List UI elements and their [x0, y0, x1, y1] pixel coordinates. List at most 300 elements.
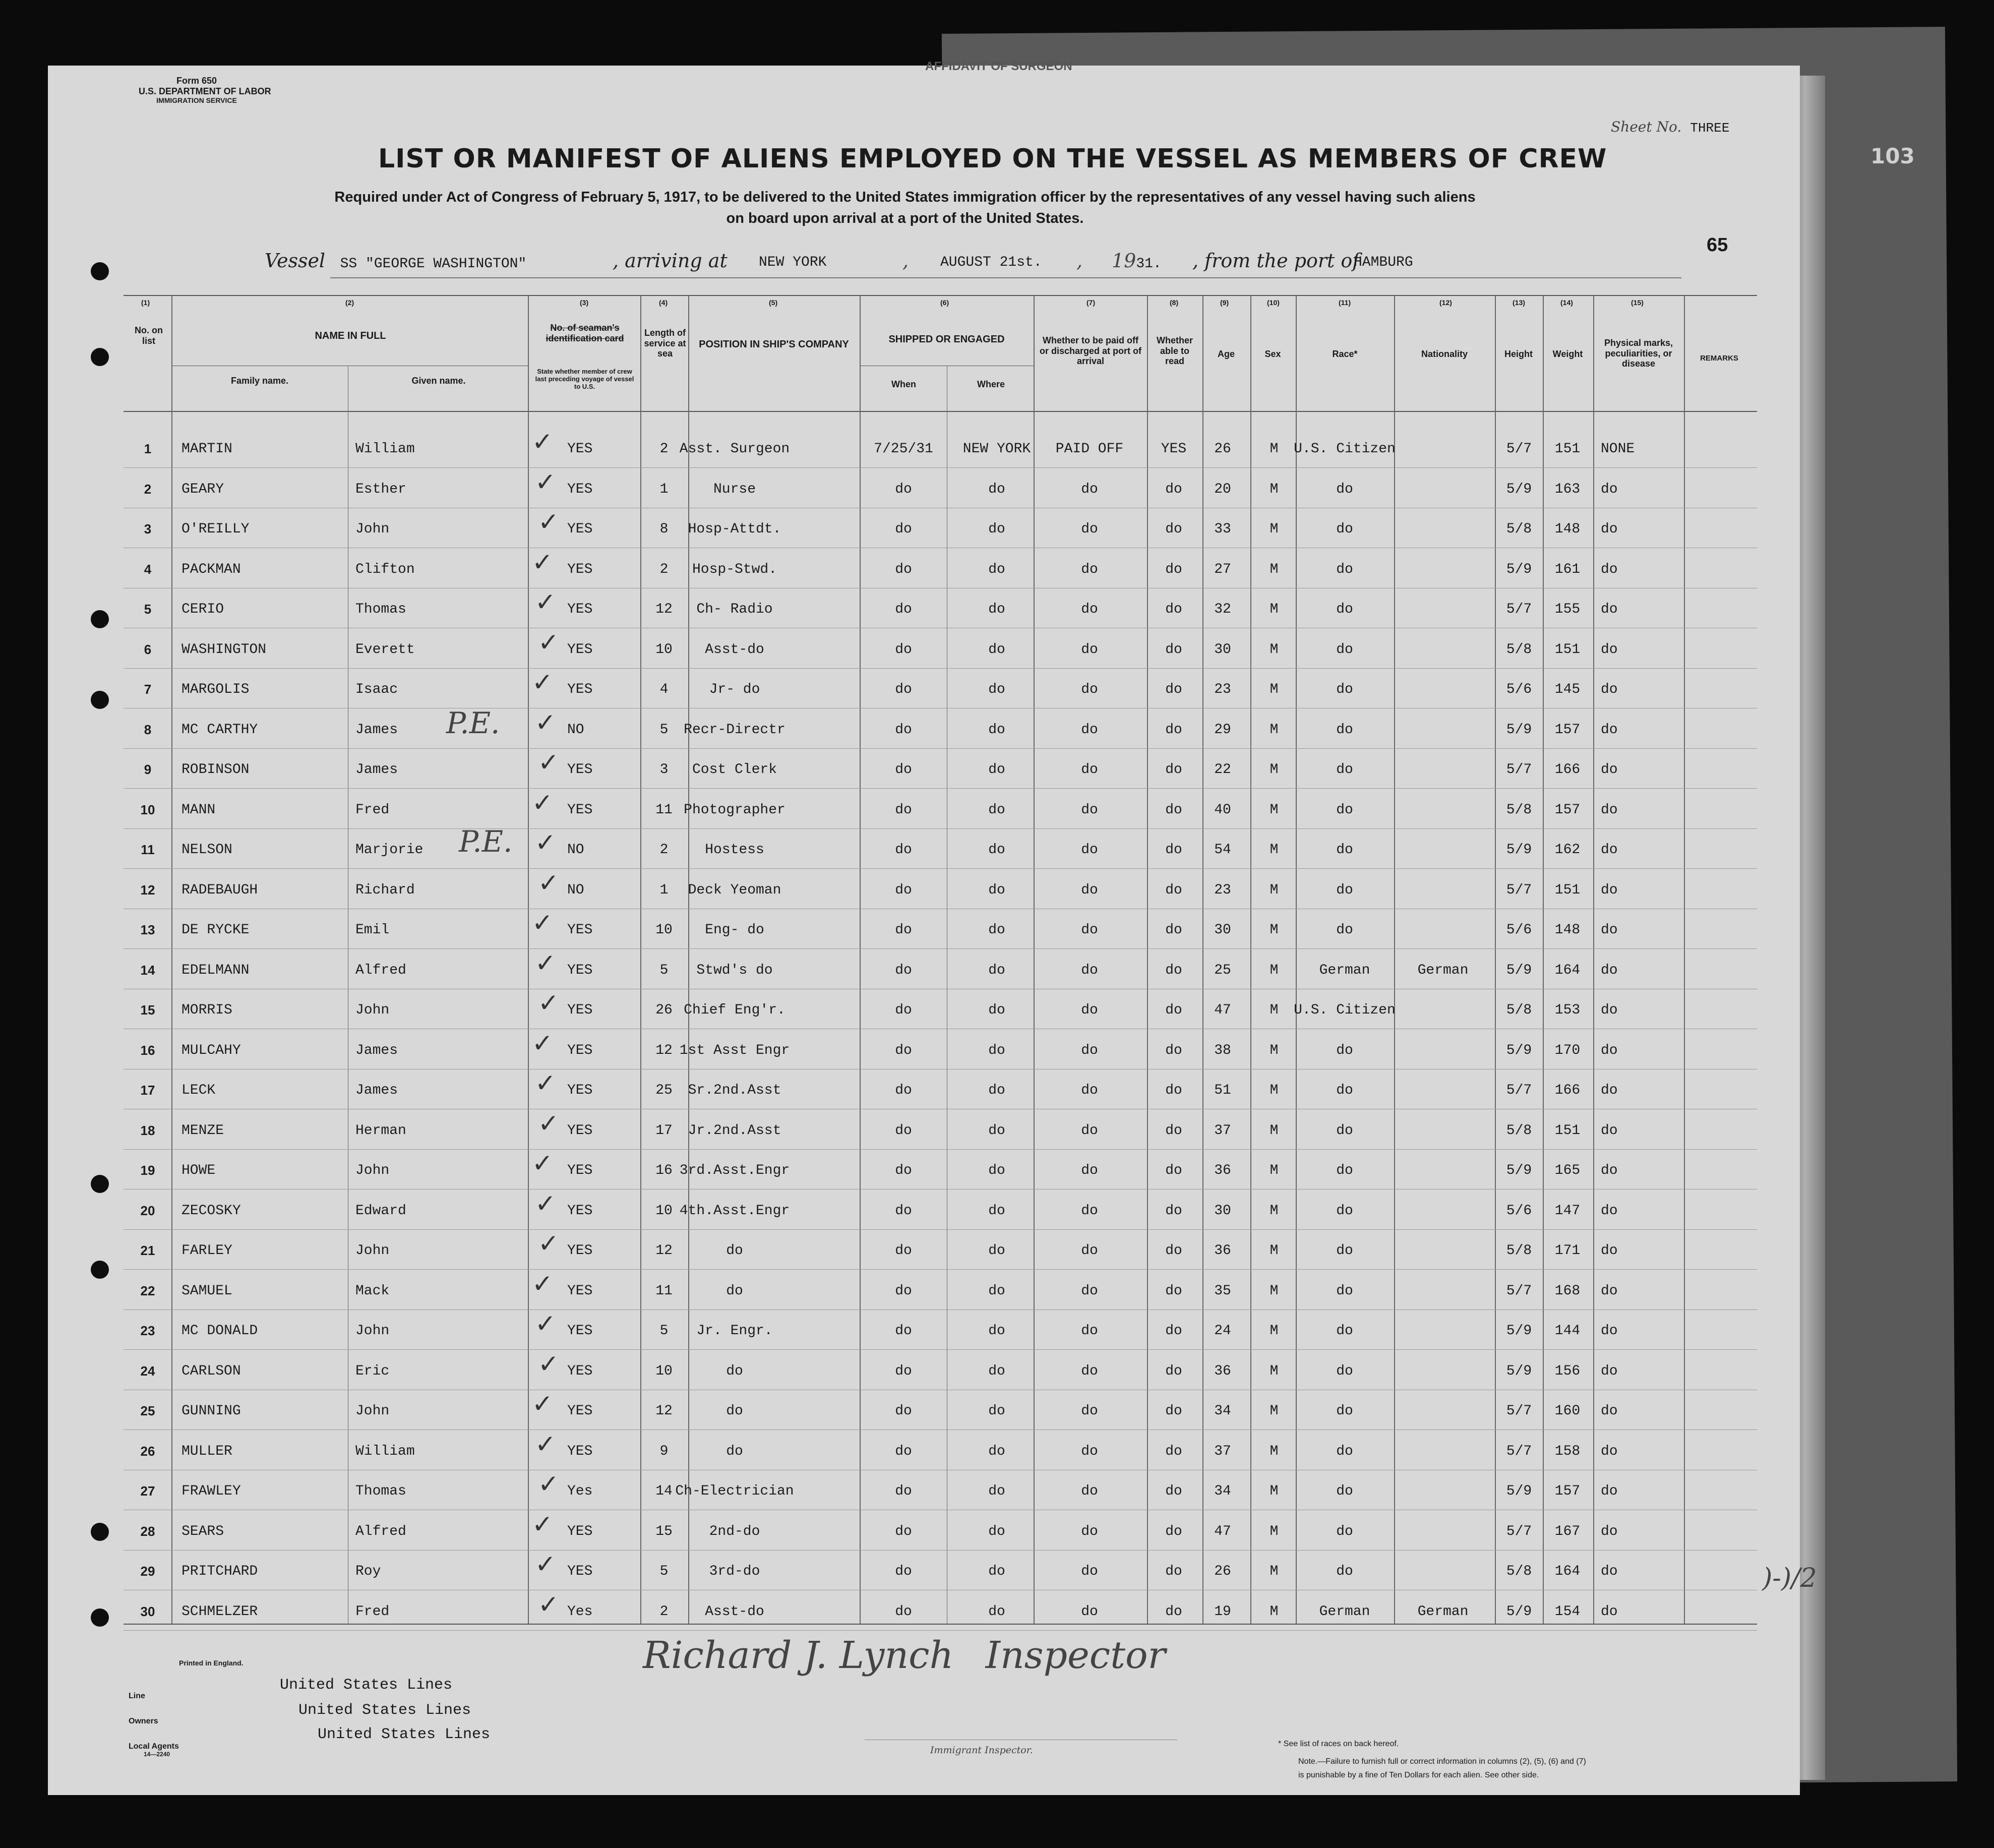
previous-voyage: YES: [567, 521, 593, 537]
shipped-where: do: [988, 561, 1005, 577]
height: 5/7: [1506, 1443, 1532, 1459]
sex: M: [1270, 1042, 1279, 1058]
header-length-service: Length of service at sea: [644, 328, 686, 359]
from-label: , from the port of: [1192, 250, 1360, 272]
check-mark-icon: ✓: [532, 427, 553, 456]
shipped-where: do: [988, 842, 1005, 858]
height: 5/7: [1506, 1403, 1532, 1419]
paid-off: do: [1081, 1403, 1098, 1419]
shipped-where: do: [988, 882, 1005, 898]
age: 35: [1214, 1283, 1231, 1299]
row-number: 28: [140, 1523, 155, 1539]
row-number: 19: [140, 1163, 155, 1178]
able-to-read: do: [1165, 641, 1182, 658]
previous-voyage: YES: [567, 1403, 593, 1419]
weight: 160: [1554, 1403, 1581, 1419]
family-name: MENZE: [182, 1122, 224, 1139]
shipped-where: do: [988, 1203, 1005, 1219]
sex: M: [1270, 682, 1279, 697]
row-rule: [124, 1149, 1757, 1150]
weight: 151: [1554, 441, 1581, 457]
race: do: [1336, 1203, 1353, 1219]
race: German: [1319, 962, 1370, 978]
race: do: [1336, 1283, 1353, 1299]
sex: M: [1270, 1163, 1279, 1178]
physical-marks: do: [1601, 602, 1618, 617]
given-name: John: [355, 1243, 390, 1259]
shipped-when: 7/25/31: [874, 441, 933, 457]
length-of-service: 10: [655, 641, 673, 658]
header-no-on-list: No. on list: [135, 325, 163, 346]
row-number: 18: [140, 1122, 155, 1138]
race: do: [1336, 762, 1353, 778]
weight: 166: [1554, 762, 1581, 778]
position: Recr-Directr: [684, 722, 785, 738]
sex: M: [1270, 722, 1279, 738]
sex: M: [1270, 1483, 1279, 1499]
given-name: John: [355, 521, 390, 537]
col-number: (1): [141, 299, 150, 307]
height: 5/9: [1506, 481, 1532, 497]
row-number: 14: [140, 962, 155, 978]
header-position: POSITION IN SHIP'S COMPANY: [699, 339, 849, 350]
given-name: Herman: [355, 1122, 406, 1139]
check-mark-icon: ✓: [532, 1389, 553, 1418]
weight: 162: [1554, 842, 1581, 858]
given-name: James: [355, 762, 398, 778]
check-mark-icon: ✓: [538, 748, 559, 777]
check-mark-icon: ✓: [535, 587, 556, 617]
length-of-service: 8: [659, 521, 669, 537]
physical-marks: NONE: [1601, 441, 1635, 457]
able-to-read: do: [1165, 682, 1182, 697]
length-of-service: 5: [659, 1564, 669, 1579]
given-name: Thomas: [355, 1483, 406, 1499]
line-label: Line: [129, 1692, 145, 1700]
check-mark-icon: ✓: [532, 908, 553, 937]
weight: 151: [1554, 641, 1581, 658]
previous-voyage: YES: [567, 682, 593, 697]
physical-marks: do: [1601, 481, 1618, 497]
row-number: 2: [144, 481, 152, 497]
shipped-when: do: [895, 922, 912, 938]
able-to-read: do: [1165, 521, 1182, 537]
row-number: 30: [140, 1603, 155, 1619]
shipped-when: do: [895, 641, 912, 658]
col-line: [528, 295, 529, 1624]
row-number: 29: [140, 1564, 155, 1579]
shipped-when: do: [895, 1283, 912, 1299]
weight: 166: [1554, 1083, 1581, 1098]
check-mark-icon: ✓: [538, 507, 559, 536]
header-seaman-card: No. of seaman's identification card: [546, 323, 624, 343]
weight: 147: [1554, 1203, 1581, 1219]
family-name: MARTIN: [182, 441, 232, 457]
family-name: PACKMAN: [182, 561, 241, 577]
height: 5/9: [1506, 842, 1532, 858]
race: do: [1336, 842, 1353, 858]
age: 37: [1214, 1122, 1231, 1139]
check-mark-icon: ✓: [535, 707, 556, 737]
race: do: [1336, 1363, 1353, 1379]
physical-marks: do: [1601, 1163, 1618, 1178]
row-number: 16: [140, 1042, 155, 1058]
height: 5/6: [1506, 682, 1532, 697]
race: U.S. Citizen: [1294, 441, 1396, 457]
sex: M: [1270, 521, 1279, 537]
col-line: [1684, 295, 1685, 1624]
physical-marks: do: [1601, 1083, 1618, 1098]
paid-off: do: [1081, 1603, 1098, 1620]
row-number: 27: [140, 1483, 155, 1499]
weight: 168: [1554, 1283, 1581, 1299]
shipped-when: do: [895, 1483, 912, 1499]
physical-marks: do: [1601, 1363, 1618, 1379]
able-to-read: do: [1165, 1083, 1182, 1098]
paid-off: do: [1081, 1122, 1098, 1139]
sex: M: [1270, 561, 1279, 577]
shipped-when: do: [895, 762, 912, 778]
shipped-when: do: [895, 882, 912, 898]
given-name: John: [355, 1323, 390, 1339]
sheet-label: Sheet No.: [1611, 118, 1682, 135]
arriving-label: , arriving at: [613, 250, 728, 272]
paid-off: do: [1081, 842, 1098, 858]
header-nationality: Nationality: [1421, 349, 1468, 359]
race: do: [1336, 1243, 1353, 1259]
race: do: [1336, 1443, 1353, 1459]
shipped-when: do: [895, 1523, 912, 1539]
position: 2nd-do: [709, 1523, 760, 1539]
race: do: [1336, 481, 1353, 497]
race: do: [1336, 922, 1353, 938]
age: 33: [1214, 521, 1231, 537]
row-rule: [124, 788, 1757, 789]
col-line: [1543, 295, 1544, 1624]
able-to-read: do: [1165, 481, 1182, 497]
sex: M: [1270, 1363, 1279, 1379]
weight: 163: [1554, 481, 1581, 497]
length-of-service: 10: [655, 1203, 673, 1219]
length-of-service: 5: [659, 722, 669, 738]
check-mark-icon: ✓: [532, 668, 553, 697]
shipped-when: do: [895, 842, 912, 858]
able-to-read: do: [1165, 882, 1182, 898]
header-able-read: Whether able to read: [1157, 335, 1193, 367]
sex: M: [1270, 441, 1279, 457]
sex: M: [1270, 1122, 1279, 1139]
paid-off: do: [1081, 1323, 1098, 1339]
able-to-read: YES: [1161, 441, 1187, 457]
row-number: 24: [140, 1363, 155, 1379]
paid-off: do: [1081, 802, 1098, 818]
weight: 158: [1554, 1443, 1581, 1459]
race: do: [1336, 521, 1353, 537]
header-height: Height: [1504, 349, 1533, 359]
shipped-where: do: [988, 1002, 1005, 1018]
table-bottom-border: [124, 1624, 1757, 1625]
header-age: Age: [1217, 349, 1235, 359]
race: do: [1336, 882, 1353, 898]
check-mark-icon: ✓: [532, 547, 553, 577]
height: 5/8: [1506, 521, 1532, 537]
length-of-service: 9: [659, 1443, 669, 1459]
sex: M: [1270, 641, 1279, 658]
col-number: (7): [1086, 299, 1096, 307]
check-mark-icon: ✓: [538, 627, 559, 657]
family-name: EDELMANN: [182, 962, 250, 978]
row-number: 1: [144, 441, 152, 456]
height: 5/8: [1506, 802, 1532, 818]
previous-voyage: YES: [567, 1523, 593, 1539]
agents-value: United States Lines: [318, 1726, 491, 1743]
page-subtitle: [250, 187, 1560, 229]
paid-off: do: [1081, 1042, 1098, 1058]
row-number: 20: [140, 1203, 155, 1218]
previous-voyage: YES: [567, 922, 593, 938]
sex: M: [1270, 1603, 1279, 1620]
check-mark-icon: ✓: [532, 788, 553, 817]
shipped-when: do: [895, 682, 912, 697]
sex: M: [1270, 1243, 1279, 1259]
check-mark-icon: ✓: [538, 1469, 559, 1499]
service-text: IMMIGRATION SERVICE: [156, 96, 237, 105]
col-line: [1593, 295, 1594, 1624]
previous-voyage: NO: [567, 842, 584, 858]
shipped-when: do: [895, 561, 912, 577]
able-to-read: do: [1165, 1443, 1182, 1459]
shipped-where: do: [988, 1403, 1005, 1419]
position: Hostess: [705, 842, 764, 858]
row-number: 9: [144, 762, 152, 777]
physical-marks: do: [1601, 1042, 1618, 1058]
col-number: (9): [1220, 299, 1229, 307]
given-name: John: [355, 1403, 390, 1419]
previous-voyage: YES: [567, 1042, 593, 1058]
paid-off: do: [1081, 882, 1098, 898]
header-when: When: [891, 379, 916, 389]
col-line: [860, 295, 861, 1624]
weight: 161: [1554, 561, 1581, 577]
sheet-number: [1611, 118, 1729, 136]
row-rule: [124, 868, 1757, 869]
race: do: [1336, 1523, 1353, 1539]
length-of-service: 2: [659, 1603, 669, 1620]
physical-marks: do: [1601, 1283, 1618, 1299]
family-name: GUNNING: [182, 1403, 241, 1419]
physical-marks: do: [1601, 962, 1618, 978]
length-of-service: 1: [659, 481, 669, 497]
check-mark-icon: ✓: [535, 1068, 556, 1098]
check-mark-icon: ✓: [538, 1349, 559, 1379]
height: 5/9: [1506, 1163, 1532, 1178]
weight: 148: [1554, 521, 1581, 537]
year-suffix: 31.: [1136, 256, 1162, 272]
shipped-where: do: [988, 1283, 1005, 1299]
header-race: Race*: [1332, 349, 1358, 359]
shipped-when: do: [895, 1203, 912, 1219]
check-mark-icon: ✓: [538, 988, 559, 1018]
col-number: (13): [1513, 299, 1525, 307]
position: Chief Eng'r.: [684, 1002, 785, 1018]
check-mark-icon: ✓: [535, 467, 556, 497]
able-to-read: do: [1165, 602, 1182, 617]
race: do: [1336, 682, 1353, 697]
age: 30: [1214, 1203, 1231, 1219]
row-number: 4: [144, 561, 152, 577]
margin-note: )-)/2: [1762, 1563, 1817, 1593]
shipped-when: do: [895, 1122, 912, 1139]
footer-note-2: is punishable by a fine of Ten Dollars for each alien. See other side.: [1298, 1771, 1539, 1779]
col-number: (6): [940, 299, 949, 307]
family-name: MORRIS: [182, 1002, 232, 1018]
weight: 144: [1554, 1323, 1581, 1339]
given-name: Isaac: [355, 682, 398, 697]
family-name: LECK: [182, 1083, 216, 1098]
check-mark-icon: ✓: [535, 948, 556, 978]
row-rule: [124, 828, 1757, 829]
corner-number: 103: [1870, 144, 1915, 168]
length-of-service: 17: [655, 1122, 673, 1139]
check-mark-icon: ✓: [538, 1108, 559, 1138]
paid-off: do: [1081, 561, 1098, 577]
paid-off: do: [1081, 641, 1098, 658]
row-number: 25: [140, 1403, 155, 1418]
col-line: [1495, 295, 1496, 1624]
length-of-service: 11: [655, 1283, 673, 1299]
row-number: 26: [140, 1443, 155, 1459]
length-of-service: 15: [655, 1523, 673, 1539]
shipped-when: do: [895, 602, 912, 617]
shipped-where: do: [988, 1083, 1005, 1098]
department-text: U.S. DEPARTMENT OF LABOR: [139, 86, 271, 96]
able-to-read: do: [1165, 1122, 1182, 1139]
physical-marks: do: [1601, 802, 1618, 818]
family-name: ROBINSON: [182, 762, 250, 778]
physical-marks: do: [1601, 1603, 1618, 1620]
pe-annotation: P.E.: [446, 706, 500, 740]
header-weight: Weight: [1552, 349, 1583, 359]
physical-marks: do: [1601, 1243, 1618, 1259]
previous-voyage: YES: [567, 1443, 593, 1459]
weight: 164: [1554, 1564, 1581, 1579]
sex: M: [1270, 882, 1279, 898]
agents-label: [129, 1742, 179, 1758]
previous-voyage: YES: [567, 1564, 593, 1579]
family-name: SCHMELZER: [182, 1603, 258, 1620]
weight: 157: [1554, 802, 1581, 818]
height: 5/7: [1506, 882, 1532, 898]
previous-voyage: YES: [567, 1363, 593, 1379]
able-to-read: do: [1165, 1523, 1182, 1539]
age: 51: [1214, 1083, 1231, 1098]
shipped-where: do: [988, 802, 1005, 818]
vessel-name: SS "GEORGE WASHINGTON": [340, 256, 527, 272]
height: 5/9: [1506, 962, 1532, 978]
header-remarks: REMARKS: [1700, 354, 1738, 363]
age: 29: [1214, 722, 1231, 738]
binder-hole: [91, 1523, 109, 1541]
family-name: DE RYCKE: [182, 922, 250, 938]
table-top-border: [124, 295, 1757, 296]
race: do: [1336, 802, 1353, 818]
sex: M: [1270, 762, 1279, 778]
position: Ch- Radio: [696, 602, 773, 617]
position: Hosp-Stwd.: [692, 561, 777, 577]
physical-marks: do: [1601, 1002, 1618, 1018]
shipped-when: do: [895, 722, 912, 738]
physical-marks: do: [1601, 762, 1618, 778]
col-line: [1250, 295, 1251, 1624]
previous-voyage: YES: [567, 1083, 593, 1098]
length-of-service: 1: [659, 882, 669, 898]
physical-marks: do: [1601, 1323, 1618, 1339]
date-comma: ,: [902, 250, 909, 272]
age: 25: [1214, 962, 1231, 978]
shipped-where: do: [988, 1443, 1005, 1459]
shipped-when: do: [895, 521, 912, 537]
family-name: CERIO: [182, 602, 224, 617]
sex: M: [1270, 1443, 1279, 1459]
able-to-read: do: [1165, 1603, 1182, 1620]
owners-label: Owners: [129, 1717, 158, 1725]
previous-voyage: YES: [567, 762, 593, 778]
given-name: Thomas: [355, 602, 406, 617]
sex: M: [1270, 802, 1279, 818]
position: Jr.2nd.Asst: [688, 1122, 781, 1139]
able-to-read: do: [1165, 1323, 1182, 1339]
weight: 164: [1554, 962, 1581, 978]
age: 23: [1214, 882, 1231, 898]
col-line: [1394, 295, 1395, 1624]
able-to-read: do: [1165, 561, 1182, 577]
shipped-where: do: [988, 922, 1005, 938]
family-name: FRAWLEY: [182, 1483, 241, 1499]
previous-voyage: YES: [567, 1002, 593, 1018]
row-number: 15: [140, 1002, 155, 1018]
previous-voyage: YES: [567, 441, 593, 457]
race: do: [1336, 1083, 1353, 1098]
length-of-service: 2: [659, 842, 669, 858]
sex: M: [1270, 1403, 1279, 1419]
given-name: James: [355, 722, 398, 738]
position: Asst-do: [705, 1603, 764, 1620]
row-rule: [124, 1429, 1757, 1430]
position: 3rd-do: [709, 1564, 760, 1579]
race: German: [1319, 1603, 1370, 1620]
previous-voyage: YES: [567, 1283, 593, 1299]
given-name: James: [355, 1042, 398, 1058]
length-of-service: 10: [655, 922, 673, 938]
age: 36: [1214, 1163, 1231, 1178]
weight: 151: [1554, 882, 1581, 898]
paid-off: do: [1081, 1002, 1098, 1018]
family-name: CARLSON: [182, 1363, 241, 1379]
form-number: [139, 76, 271, 105]
shipped-where: do: [988, 962, 1005, 978]
given-name: Eric: [355, 1363, 390, 1379]
sex: M: [1270, 962, 1279, 978]
paid-off: do: [1081, 602, 1098, 617]
height: 5/7: [1506, 441, 1532, 457]
age: 34: [1214, 1483, 1231, 1499]
given-name: Alfred: [355, 962, 406, 978]
race: do: [1336, 641, 1353, 658]
shipped-when: do: [895, 1323, 912, 1339]
given-name: John: [355, 1163, 390, 1178]
inspector-signature: [643, 1634, 1166, 1677]
header-shipped: SHIPPED OR ENGAGED: [888, 334, 1005, 345]
